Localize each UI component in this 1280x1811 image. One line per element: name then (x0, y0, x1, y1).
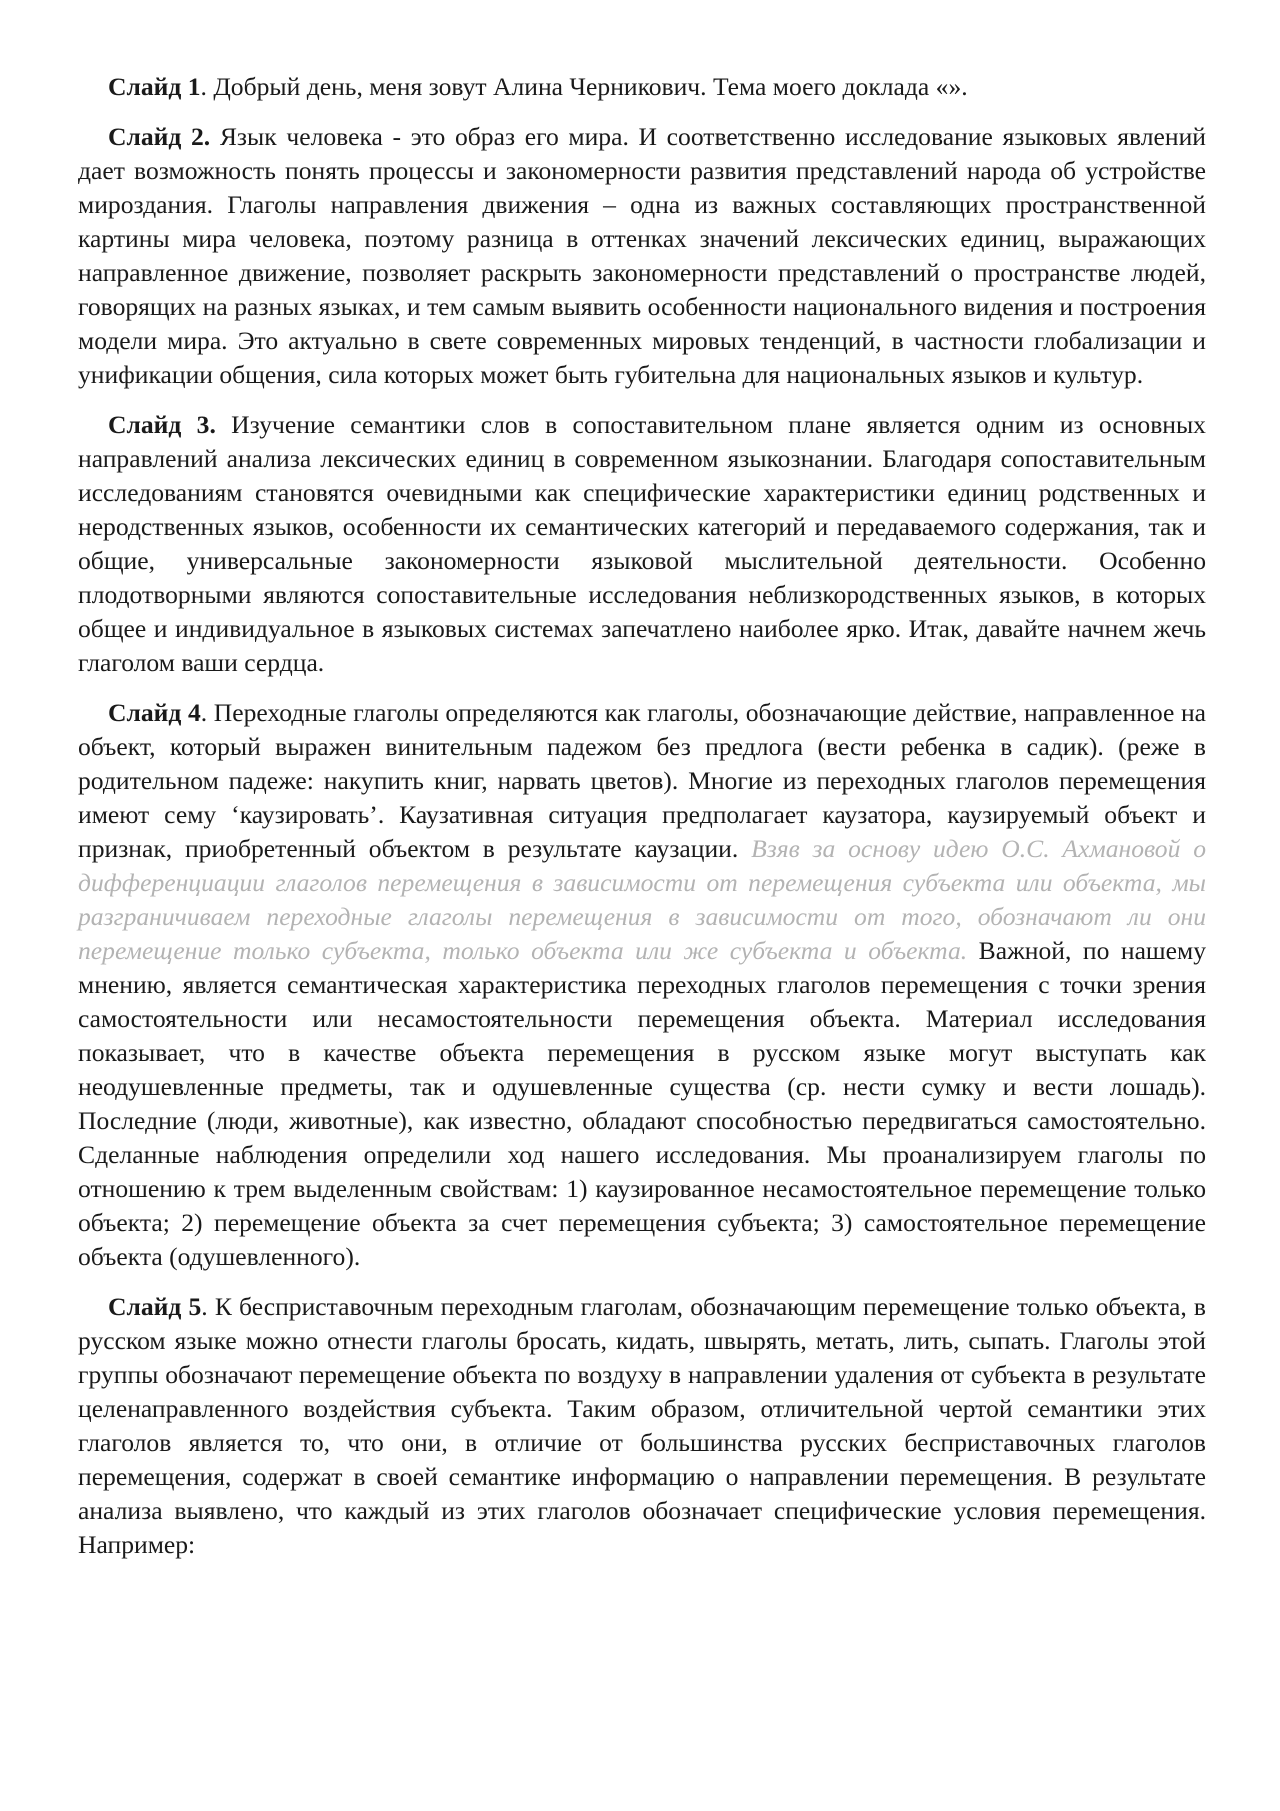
muted-italic-text: Взяв за основу идею О.С. Ахмановой о дифференциации глаголов перемещения в зависимости от перемещения субъекта или объекта, мы разграничиваем переходные глаголы перемещения в зависимости от того, обозначают ли они перемещение только субъекта, только объекта или же субъекта и объекта. (78, 834, 1206, 965)
paragraph-slide-4 (78, 696, 1206, 1274)
slide-label: Слайд 3. (108, 410, 216, 439)
slide-label: Слайд 2. (108, 122, 211, 151)
slide-label: Слайд 4 (108, 698, 201, 727)
paragraph-slide-5 (78, 1290, 1206, 1562)
paragraph-text: Важной, по нашему мнению, является семантическая характеристика переходных глаголов перемещения с точки зрения самостоятельности или несамостоятельности перемещения объекта. Материал исследования показывает, что в качестве объекта перемещения в русском языке могут выступать как неодушевленные предметы, так и одушевленные существа (ср. нести сумку и вести лошадь). Последние (люди, животные), как известно, обладают способностью передвигаться самостоятельно. Сделанные наблюдения определили ход нашего исследования. Мы проанализируем глаголы по отношению к трем выделенным свойствам: 1) каузированное несамостоятельное перемещение только объекта; 2) перемещение объекта за счет перемещения субъекта; 3) самостоятельное перемещение объекта (одушевленного). (78, 936, 1206, 1271)
paragraph-text: . Переходные глаголы определяются как глаголы, обозначающие действие, направленное на объект, который выражен винительным падежом без предлога (вести ребенка в садик). (реже в родительном падеже: накупить книг, нарвать цветов). Многие из переходных глаголов перемещения имеют сему ‘каузировать’. Каузативная ситуация предполагает каузатора, каузируемый объект и признак, приобретенный объектом в результате каузации. (78, 698, 1207, 863)
paragraph-text: Язык человека - это образ его мира. И соответственно исследование языковых явлений дает возможность понять процессы и закономерности развития представлений народа об устройстве мироздания. Глаголы направления движения – одна из важных составляющих пространственной картины мира человека, поэтому разница в оттенках значений лексических единиц, выражающих направленное движение, позволяет раскрыть закономерности представлений о пространстве людей, говорящих на разных языках, и тем самым выявить особенности национального видения и построения модели мира. Это актуально в свете современных мировых тенденций, в частности глобализации и унификации общения, сила которых может быть губительна для национальных языков и культур. (78, 122, 1206, 389)
document-page (78, 70, 1206, 1578)
paragraph-text: . Добрый день, меня зовут Алина Черникович. Тема моего доклада «». (200, 72, 968, 101)
paragraph-text: . К бесприставочным переходным глаголам, обозначающим перемещение только объекта, в русском языке можно отнести глаголы бросать, кидать, швырять, метать, лить, сыпать. Глаголы этой группы обозначают перемещение объекта по воздуху в направлении удаления от субъекта в результате целенаправленного воздействия субъекта. Таким образом, отличительной чертой семантики этих глаголов является то, что они, в отличие от большинства русских бесприставочных глаголов перемещения, содержат в своей семантике информацию о направлении перемещения. В результате анализа выявлено, что каждый из этих глаголов обозначает специфические условия перемещения. Например: (78, 1292, 1206, 1559)
paragraph-text: Изучение семантики слов в сопоставительном плане является одним из основных направлений анализа лексических единиц в современном языкознании. Благодаря сопоставительным исследованиям становятся очевидными как специфические характеристики единиц родственных и неродственных языков, особенности их семантических категорий и передаваемого содержания, так и общие, универсальные закономерности языковой мыслительной деятельности. Особенно плодотворными являются сопоставительные исследования неблизкородственных языков, в которых общее и индивидуальное в языковых системах запечатлено наиболее ярко. Итак, давайте начнем жечь глаголом ваши сердца. (78, 410, 1206, 677)
paragraph-slide-3 (78, 408, 1206, 680)
slide-label: Слайд 5 (108, 1292, 202, 1321)
slide-label: Слайд 1 (108, 72, 201, 101)
paragraph-slide-2 (78, 120, 1206, 392)
paragraph-slide-1 (78, 70, 1206, 104)
